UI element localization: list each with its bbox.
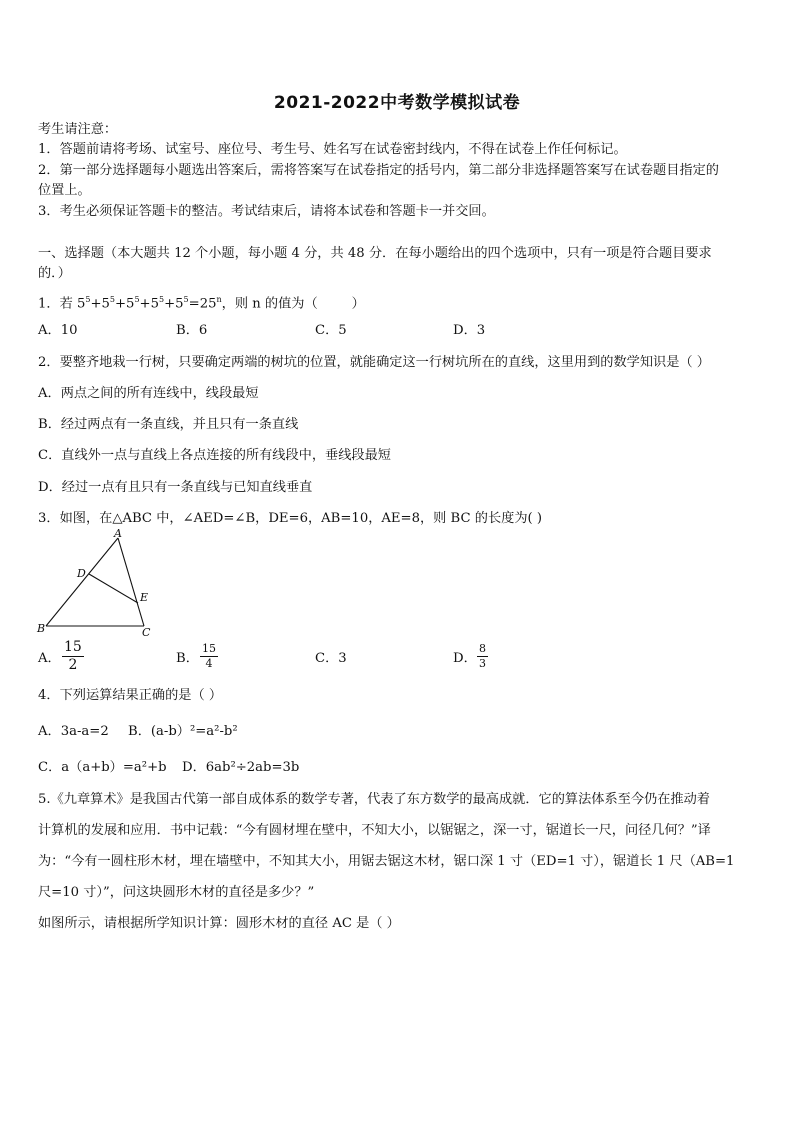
notice-item-2: 2．第一部分选择题每小题选出答案后，需将答案写在试卷指定的括号内，第二部分非选择题答案写在试卷题目指定的: [38, 163, 719, 178]
q4-option-d: D．6ab²÷2ab=3b: [182, 760, 300, 775]
q1-option-c: C．5: [315, 323, 347, 338]
q4-option-c: C．a（a+b）=a²+b: [38, 760, 167, 775]
label-c: C: [142, 626, 151, 639]
q1-option-b: B．6: [176, 323, 208, 338]
q3-option-b-fraction: [200, 643, 218, 670]
q1-term: +5: [139, 296, 159, 312]
q1-equals: =25: [188, 296, 217, 312]
side-ab: [46, 538, 118, 626]
notice-item-2-cont: 位置上。: [38, 183, 91, 198]
question-3-stem: 3．如图，在△ABC 中，∠AED=∠B，DE=6，AB=10，AE=8，则 BC 的长度为( ): [38, 511, 543, 526]
q2-option-d: D．经过一点有且只有一条直线与已知直线垂直: [38, 480, 313, 495]
notice-item-1: 1．答题前请将考场、试室号、座位号、考生号、姓名写在试卷密封线内，不得在试卷上作任何标记。: [38, 142, 627, 157]
q1-exp: 5: [183, 295, 189, 304]
fraction-denominator: 2: [68, 657, 78, 673]
question-5-line-4: 尺=10 寸）”，问这块圆形木材的直径是多少？”: [38, 885, 315, 900]
notice-item-3: 3．考生必须保证答题卡的整洁。考试结束后，请将本试卷和答题卡一并交回。: [38, 204, 495, 219]
fraction-numerator: 15: [202, 642, 216, 655]
q2-option-b: B．经过两点有一条直线，并且只有一条直线: [38, 417, 299, 432]
section-heading: 一、选择题（本大题共 12 个小题，每小题 4 分，共 48 分．在每小题给出的四个选项中，只有一项是符合题目要求: [38, 246, 712, 261]
q1-exp-n: n: [216, 295, 222, 304]
segment-de: [89, 574, 138, 603]
q1-stem-pre: 1．若 5: [38, 296, 86, 312]
fraction-numerator: 15: [64, 639, 82, 655]
q2-option-a: A．两点之间的所有连线中，线段最短: [38, 386, 259, 401]
q3-option-a-fraction: [62, 640, 84, 673]
label-b: B: [37, 622, 46, 635]
q3-option-b-label: B．: [176, 651, 199, 666]
fraction-denominator: 4: [205, 657, 213, 670]
question-5-line-3: 为：“今有一圆柱形木材，埋在墙壁中，不知其大小，用锯去锯这木材，锯口深 1 寸（ED=1 寸），锯道长 1 尺（AB=1: [38, 854, 735, 869]
q3-option-d-label: D．: [453, 651, 477, 666]
q1-exp: 5: [134, 295, 140, 304]
question-1-stem: [38, 291, 365, 312]
q1-term: +5: [164, 296, 184, 312]
q1-term: +5: [115, 296, 135, 312]
side-ac: [118, 538, 144, 626]
triangle-figure: [34, 528, 164, 643]
label-d: D: [77, 567, 86, 580]
q1-exp: 5: [159, 295, 165, 304]
q1-exp: 5: [85, 295, 91, 304]
q3-option-a-label: A．: [38, 651, 61, 666]
question-4-stem: 4．下列运算结果正确的是（ ）: [38, 688, 223, 703]
q4-option-b: B．(a-b）²=a²-b²: [128, 724, 238, 739]
q3-option-c: C．3: [315, 651, 347, 666]
q1-term: +5: [90, 296, 110, 312]
q4-option-a: A．3a-a=2: [38, 724, 109, 739]
question-2-stem: 2．要整齐地栽一行树，只要确定两端的树坑的位置，就能确定这一行树坑所在的直线，这里用到的数学知识是（ ）: [38, 355, 710, 370]
label-a: A: [114, 528, 122, 540]
q1-close: ）: [351, 296, 365, 312]
page-title: 2021-2022中考数学模拟试卷: [273, 93, 521, 113]
question-5-line-5: 如图所示，请根据所学知识计算：圆形木材的直径 AC 是（ ）: [38, 916, 400, 931]
q1-exp: 5: [109, 295, 115, 304]
question-5-line-2: 计算机的发展和应用．书中记载：“今有圆材埋在壁中，不知大小，以锯锯之，深一寸，锯道长一尺，问径几何？”译: [38, 823, 711, 838]
notice-heading: 考生请注意：: [38, 122, 118, 137]
question-5-line-1: 5.《九章算术》是我国古代第一部自成体系的数学专著，代表了东方数学的最高成就．它的算法体系至今仍在推动着: [38, 792, 710, 807]
fraction-numerator: 8: [479, 642, 486, 655]
label-e: E: [140, 591, 149, 604]
q1-option-d: D．3: [453, 323, 486, 338]
q1-stem-post: ，则 n 的值为（: [221, 296, 318, 312]
section-heading-cont: 的．）: [38, 266, 71, 281]
q2-option-c: C．直线外一点与直线上各点连接的所有线段中，垂线段最短: [38, 448, 391, 463]
fraction-denominator: 3: [479, 657, 486, 670]
q1-option-a: A．10: [38, 323, 78, 338]
q3-option-d-fraction: [477, 643, 488, 670]
